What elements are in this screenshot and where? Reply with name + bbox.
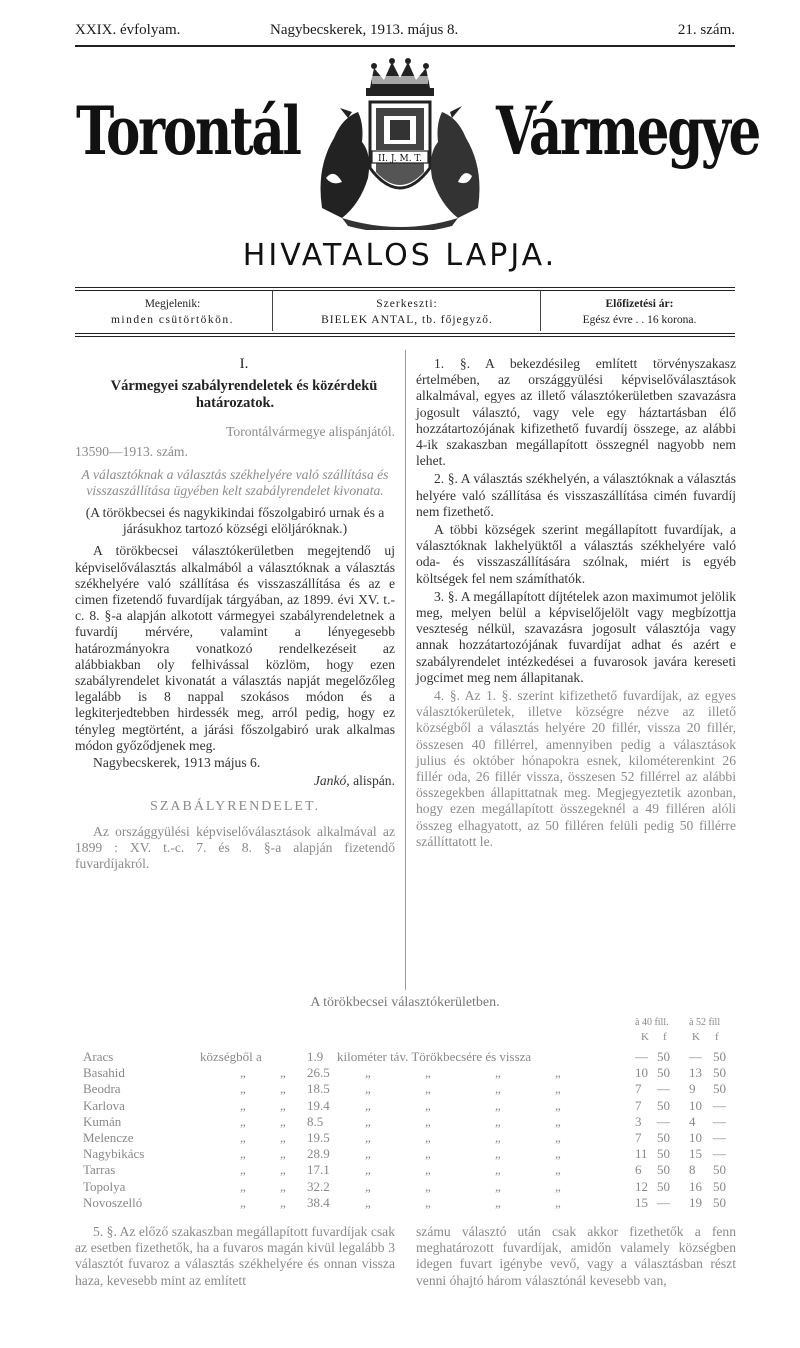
info-top-rule-2: [75, 290, 735, 291]
fare-k-40: 7: [635, 1130, 642, 1145]
ditto-mark: „: [425, 1065, 431, 1081]
coat-of-arms-icon: [312, 58, 488, 230]
masthead-title-left: Torontál: [76, 92, 300, 170]
info-bottom-rule: [75, 333, 735, 334]
info-price: [544, 296, 735, 334]
ditto-mark: „: [240, 1130, 246, 1145]
ditto-mark: „: [555, 1081, 561, 1097]
village-name: Beodra: [83, 1081, 121, 1097]
ditto-mark: „: [555, 1065, 561, 1081]
unit-k-52: K: [692, 1031, 700, 1043]
village-name: Tarras: [83, 1162, 116, 1178]
regulation-heading: SZABÁLYRENDELET.: [150, 799, 320, 815]
distance-km: 28.9: [307, 1146, 330, 1162]
unit-k-40: K: [641, 1031, 649, 1043]
fare-f-52: 50: [713, 1049, 726, 1064]
ditto-mark: „: [555, 1113, 561, 1129]
issue-line: [75, 22, 735, 44]
fare-k-40: 3: [635, 1113, 642, 1129]
ditto-mark: „: [425, 1130, 431, 1145]
fare-f-52: 50: [713, 1065, 726, 1081]
ditto-mark: „: [365, 1113, 371, 1129]
fare-k-52: 10: [689, 1130, 702, 1145]
ditto-mark: „: [365, 1162, 371, 1178]
fare-k-52: —: [689, 1049, 702, 1064]
info-top-rule: [75, 287, 735, 288]
masthead-title-right: Vármegye: [496, 92, 759, 170]
fare-f-52: 50: [713, 1194, 726, 1210]
body-text: A törökbecsei választókerületben megejtendő uj képviselőválasztás alkalmából a választóknak a választás székhelyére való szállítása és visszaszállítása és az e cimen fizetendő fuvardíjak tárgyában, az 1899. évi XV. t.-c. 8. §-a alapján alkotott vármegyei szabályrendeletnek a fuvardíj mérvére, valamint a lényegesebb határozmányokra vonatkozó rendelkezéseit az alábbiakban oly felhivással közlöm, hogy ezen szabályrendelet kivonatát a választás napját megelőzőleg legalább is 8 nappal szokásos módon és a legkiterjedtebben hirdessék meg, arról pedig, hogy ez tényleg megtörtént, a járási főszolgabiró urak alkalmas módon győződjenek meg.: [75, 543, 395, 753]
paragraph-4: 3. §. A megállapított díjtételek azon maximumot jelölik meg, melyen belül a képviselőjelölt vagy megbízottja veszteség nélkül, szavazásra jogosult választója vagy annak hozzátartozójának fuvardíjat adhat és azért e szabályrendelet intézkedései a fuvarosok javára kereseti jogcimet meg nem állapitanak.: [416, 588, 736, 685]
table-row: [75, 1162, 735, 1178]
distance-km: 19.4: [307, 1097, 330, 1113]
info-divider-2: [540, 291, 541, 331]
ditto-mark: „: [425, 1097, 431, 1113]
distance-km: 38.4: [307, 1194, 330, 1210]
section-title: Vármegyei szabályrendeletek és közérdekü határozatok.: [110, 378, 378, 412]
table-row: [75, 1195, 735, 1211]
village-name: Aracs: [83, 1049, 114, 1064]
signature: [75, 773, 395, 789]
fare-k-40: 10: [635, 1065, 648, 1081]
row-description-tail: kilométer táv. Törökbecsére és vissza: [337, 1049, 532, 1064]
signature-name: Jankó,: [313, 773, 350, 789]
issuer-line: Torontálvármegye alispánjától.: [226, 424, 395, 440]
table-units-row: [75, 1031, 735, 1047]
right-column: [416, 356, 736, 850]
village-name: Topolya: [83, 1178, 126, 1194]
ditto-mark: „: [425, 1162, 431, 1178]
ditto-mark: „: [280, 1081, 286, 1097]
ditto-mark: „: [495, 1146, 501, 1162]
ditto-mark: „: [365, 1097, 371, 1113]
fare-k-52: 9: [689, 1081, 696, 1097]
signature-title: alispán.: [353, 773, 395, 789]
ditto-mark: „: [280, 1178, 286, 1194]
ditto-mark: „: [425, 1194, 431, 1210]
ditto-mark: „: [425, 1178, 431, 1194]
volume-label: XXIX. évfolyam.: [75, 22, 181, 38]
distance-km: 19.5: [307, 1130, 330, 1145]
price-label: Előfizetési ár:: [605, 298, 674, 310]
ditto-mark: „: [365, 1130, 371, 1145]
ditto-mark: „: [240, 1162, 246, 1178]
village-name: Kumán: [83, 1113, 122, 1129]
ditto-mark: „: [280, 1162, 286, 1178]
ditto-mark: „: [280, 1065, 286, 1081]
fare-k-40: 15: [635, 1194, 648, 1210]
table-row: [75, 1098, 735, 1114]
regulation-extract-title: A választóknak a választás székhelyére való szállítása és visszaszállítása ügyében kelt szabályrendelet kivonata.: [81, 466, 389, 498]
ditto-mark: „: [280, 1097, 286, 1113]
ditto-mark: „: [365, 1065, 371, 1081]
ditto-mark: „: [495, 1081, 501, 1097]
unit-f-52: f: [715, 1031, 719, 1043]
ditto-mark: „: [555, 1178, 561, 1194]
ditto-mark: „: [240, 1081, 246, 1097]
fare-f-52: 50: [713, 1178, 726, 1194]
fare-f-52: —: [713, 1130, 726, 1145]
ditto-mark: „: [425, 1146, 431, 1162]
table-row: [75, 1049, 735, 1065]
fare-k-40: 7: [635, 1081, 642, 1097]
document-number: 13590—1913. szám.: [75, 444, 188, 460]
table-row: [75, 1130, 735, 1146]
ditto-mark: „: [240, 1194, 246, 1210]
fare-f-40: —: [657, 1194, 670, 1210]
ditto-mark: „: [495, 1097, 501, 1113]
fare-f-40: 50: [657, 1162, 670, 1178]
regulation-intro: Az országgyülési képviselőválasztások alkalmával az 1899 : XV. t.-c. 7. és 8. §-a alapján fizetendő fuvardíjakról.: [75, 823, 395, 872]
ditto-mark: „: [280, 1194, 286, 1210]
unit-f-40: f: [663, 1031, 667, 1043]
bottom-right-column: [416, 1224, 736, 1289]
village-name: Nagybikács: [83, 1146, 145, 1162]
issue-number: 21. szám.: [677, 22, 735, 38]
info-editor: [276, 296, 538, 334]
editor-value: BIELEK ANTAL, tb. főjegyző.: [321, 314, 493, 326]
table-row: [75, 1081, 735, 1097]
village-name: Basahid: [83, 1065, 125, 1081]
fare-k-52: 8: [689, 1162, 696, 1178]
ditto-mark: „: [240, 1097, 246, 1113]
distance-km: 32.2: [307, 1178, 330, 1194]
header-52: à 52 fill: [689, 1017, 721, 1028]
distance-km: 1.9: [307, 1049, 324, 1064]
header-40: à 40 fill.: [635, 1017, 669, 1028]
ditto-mark: „: [555, 1130, 561, 1145]
distance-km: 17.1: [307, 1162, 330, 1178]
ditto-mark: „: [495, 1162, 501, 1178]
fare-f-40: 50: [657, 1097, 670, 1113]
paragraph-5: 4. §. Az 1. §. szerint kifizethető fuvardíjak, az egyes választókerületek, illetve községre nézve az illető községből a választás helyére 20 fillér, vissza 20 fillér, összesen 40 fillérrel, amennyiben pedig a választások julius és október hónapokra esnek, kilométerenkint 26 fillér oda, 26 fillér vissza, összesen 52 fillérrel az alábbi összegekben állapittatnak meg. Megjegyeztetik azonban, hogy ezen megállapított összegeknél a 49 filléren alóli összeg elhagyatott, az 50 filléren felüli pedig 50 fillérre szállíttatott le.: [416, 688, 736, 849]
table-row: [75, 1114, 735, 1130]
fare-k-40: 6: [635, 1162, 642, 1178]
fare-f-40: —: [657, 1113, 670, 1129]
ditto-mark: „: [280, 1146, 286, 1162]
ditto-mark: „: [365, 1146, 371, 1162]
ditto-mark: „: [555, 1162, 561, 1178]
ditto-mark: „: [240, 1065, 246, 1081]
paragraph-1: 1. §. A bekezdésileg említett törvényszakasz értelmében, az országgyülési képviselőválasztások alkalmával, egyes az illető választókerületben szavazásra jogosult választó, vagy vele egy háztartásban élő hozzátartozójának kifizethető fuvardíj összege, az alábbi 4-ik szakaszban megállapított összegnél nagyobb nem lehet.: [416, 356, 736, 469]
fare-k-52: 10: [689, 1097, 702, 1113]
table-row: [75, 1065, 735, 1081]
ditto-mark: „: [555, 1146, 561, 1162]
ditto-mark: „: [555, 1194, 561, 1210]
paragraph-2: 2. §. A választás székhelyén, a választóknak a választás helyére való szállítása és visszaszállítása cimén fuvardíj nem fizethető.: [416, 471, 736, 519]
appears-label: Megjelenik:: [144, 298, 201, 310]
fare-f-40: 50: [657, 1178, 670, 1194]
fare-k-40: 11: [635, 1146, 648, 1162]
info-divider-1: [272, 291, 273, 331]
ditto-mark: „: [280, 1130, 286, 1145]
distance-km: 18.5: [307, 1081, 330, 1097]
fare-k-40: 7: [635, 1097, 642, 1113]
fare-f-52: —: [713, 1097, 726, 1113]
ditto-mark: „: [425, 1081, 431, 1097]
addressee: (A törökbecsei és nagykikindai főszolgabiró urnak és a járásukhoz tartozó községi elöljáróknak.): [85, 505, 385, 537]
fare-f-52: 50: [713, 1081, 726, 1097]
fare-table: [75, 995, 735, 1215]
fare-f-40: 50: [657, 1146, 670, 1162]
fare-f-52: —: [713, 1146, 726, 1162]
ditto-mark: „: [240, 1113, 246, 1129]
ditto-mark: „: [495, 1194, 501, 1210]
paragraph-6-continued: számu választó után csak akkor fizethetők a fenn meghatározott fuvardíjak, amidőn valamely községben idegen fuvart igénybe vevő, vagy a választásban részt venni óhajtó három választónál kevesebb van,: [416, 1224, 736, 1288]
paragraph-6: 5. §. Az előző szakaszban megállapított fuvardíjak csak az esetben fizethetők, ha a fuvaros magán kivül legalább 3 választót fuvaroz a választás székhelyére és onnan vissza haza, kevesebb mint az említett: [75, 1224, 395, 1288]
fare-f-40: 50: [657, 1049, 670, 1064]
appears-value: minden csütörtökön.: [110, 314, 235, 326]
ditto-mark: „: [240, 1178, 246, 1194]
distance-km: 26.5: [307, 1065, 330, 1081]
ditto-mark: „: [495, 1113, 501, 1129]
table-title: A törökbecsei választókerületben.: [310, 995, 500, 1010]
place-date: Nagybecskerek, 1913. május 8.: [270, 22, 459, 38]
left-column: [75, 356, 395, 872]
date-line: Nagybecskerek, 1913 május 6.: [93, 755, 261, 771]
top-rule: [75, 45, 735, 47]
ditto-mark: „: [425, 1113, 431, 1129]
distance-km: 8.5: [307, 1113, 324, 1129]
fare-k-52: 4: [689, 1113, 696, 1129]
ditto-mark: „: [280, 1113, 286, 1129]
column-divider: [405, 350, 406, 990]
masthead-subtitle: HIVATALOS LAPJA.: [242, 238, 558, 273]
fare-f-40: 50: [657, 1065, 670, 1081]
row-description: községből a: [200, 1049, 262, 1064]
ditto-mark: „: [495, 1130, 501, 1145]
fare-f-52: 50: [713, 1162, 726, 1178]
fare-f-40: —: [657, 1081, 670, 1097]
fare-k-52: 19: [689, 1194, 702, 1210]
village-name: Melencze: [83, 1130, 134, 1145]
ditto-mark: „: [365, 1178, 371, 1194]
village-name: Novoszelló: [83, 1194, 143, 1210]
section-number: I.: [239, 356, 249, 372]
info-appears: [75, 296, 270, 334]
ditto-mark: „: [495, 1178, 501, 1194]
table-row: [75, 1179, 735, 1195]
ditto-mark: „: [365, 1194, 371, 1210]
ditto-mark: „: [365, 1081, 371, 1097]
editor-label: Szerkeszti:: [376, 298, 438, 310]
ditto-mark: „: [240, 1146, 246, 1162]
price-value: Egész évre . . 16 korona.: [582, 314, 697, 326]
fare-k-52: 15: [689, 1146, 702, 1162]
table-row: [75, 1146, 735, 1162]
fare-f-52: —: [713, 1113, 726, 1129]
crest-motto: II. J. M. T.: [378, 154, 422, 164]
fare-k-40: —: [635, 1049, 648, 1064]
paragraph-3: A többi községek szerint megállapított fuvardíjak, a választóknak lakhelyüktől a választás székhelyére való oda- és visszaszállítására szólnak, miért is egyéb költségek fel nem számíthatók.: [416, 522, 736, 586]
village-name: Karlova: [83, 1097, 125, 1113]
fare-f-40: 50: [657, 1130, 670, 1145]
ditto-mark: „: [495, 1065, 501, 1081]
fare-k-52: 16: [689, 1178, 702, 1194]
info-bottom-rule-2: [75, 336, 735, 337]
fare-k-40: 12: [635, 1178, 648, 1194]
bottom-left-column: [75, 1224, 395, 1289]
fare-k-52: 13: [689, 1065, 702, 1081]
ditto-mark: „: [555, 1097, 561, 1113]
